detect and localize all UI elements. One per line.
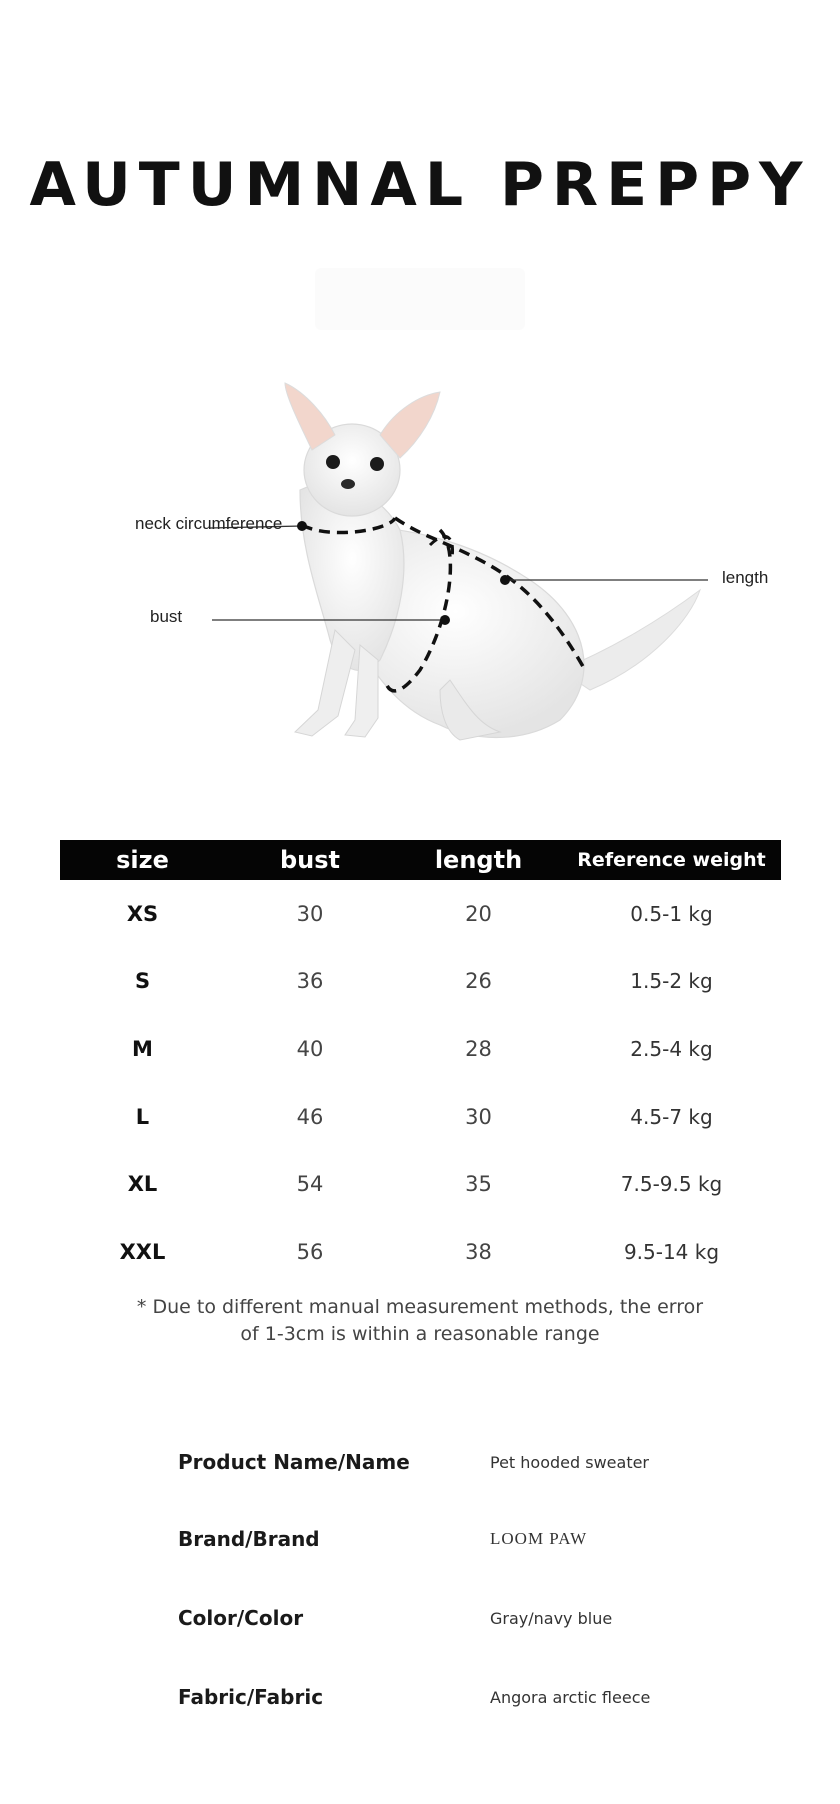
cell-length: 28 <box>465 1036 492 1061</box>
cell-length: 20 <box>465 901 492 926</box>
cell-length: 35 <box>465 1172 492 1197</box>
cell-weight: 1.5-2 kg <box>630 969 713 994</box>
cell-length: 38 <box>465 1239 492 1264</box>
header-bust: bust <box>279 846 341 874</box>
info-key: Brand/Brand <box>178 1527 320 1551</box>
decorative-box <box>315 268 525 330</box>
info-key: Product Name/Name <box>178 1450 410 1474</box>
page-title: AUTUMNAL PREPPY <box>29 150 811 220</box>
info-value: Angora arctic fleece <box>490 1687 651 1707</box>
bust-label: bust <box>150 607 183 626</box>
info-value: LOOM PAW <box>490 1529 588 1548</box>
cell-weight: 0.5-1 kg <box>630 901 713 926</box>
table-row <box>60 1015 781 1083</box>
note-line-1: * Due to different manual measurement methods, the error <box>136 1296 704 1318</box>
table-row <box>60 1083 781 1151</box>
info-row-product-name <box>178 1442 738 1482</box>
cell-weight: 9.5-14 kg <box>623 1239 720 1264</box>
cell-size: M <box>132 1036 153 1061</box>
measurement-diagram <box>0 380 840 760</box>
info-row-brand <box>178 1519 738 1559</box>
cell-weight: 4.5-7 kg <box>630 1104 713 1129</box>
info-row-color <box>178 1598 738 1638</box>
size-table <box>60 840 781 1286</box>
cell-bust: 56 <box>296 1239 324 1264</box>
cell-size: S <box>134 969 151 994</box>
table-row <box>60 1218 781 1286</box>
info-row-fabric <box>178 1677 738 1717</box>
cell-size: XXL <box>119 1239 166 1264</box>
cell-bust: 54 <box>296 1172 324 1197</box>
cell-size: XL <box>127 1172 158 1197</box>
table-row <box>60 880 781 948</box>
size-table-header <box>60 840 781 880</box>
measurement-note <box>120 1294 720 1348</box>
info-key: Fabric/Fabric <box>178 1685 324 1709</box>
cell-length: 26 <box>465 969 492 994</box>
cell-bust: 36 <box>296 969 324 994</box>
neck-circumference-label: neck circumference <box>135 514 283 533</box>
info-value: Gray/navy blue <box>490 1608 613 1628</box>
header-size: size <box>116 846 169 874</box>
cell-bust: 40 <box>296 1036 324 1061</box>
cell-bust: 30 <box>296 901 324 926</box>
dog-illustration <box>0 380 840 760</box>
info-value: Pet hooded sweater <box>490 1452 650 1472</box>
cell-weight: 7.5-9.5 kg <box>620 1172 723 1197</box>
header-length: length <box>434 846 523 874</box>
cell-size: XS <box>126 901 159 926</box>
length-label: length <box>722 568 769 587</box>
info-key: Color/Color <box>178 1606 304 1630</box>
header-reference-weight: Reference weight <box>577 849 766 871</box>
cell-length: 30 <box>465 1104 492 1129</box>
cell-size: L <box>135 1104 150 1129</box>
note-line-2: of 1-3cm is within a reasonable range <box>240 1323 600 1345</box>
table-row <box>60 948 781 1016</box>
cell-bust: 46 <box>296 1104 324 1129</box>
cell-weight: 2.5-4 kg <box>630 1036 713 1061</box>
table-row <box>60 1150 781 1218</box>
